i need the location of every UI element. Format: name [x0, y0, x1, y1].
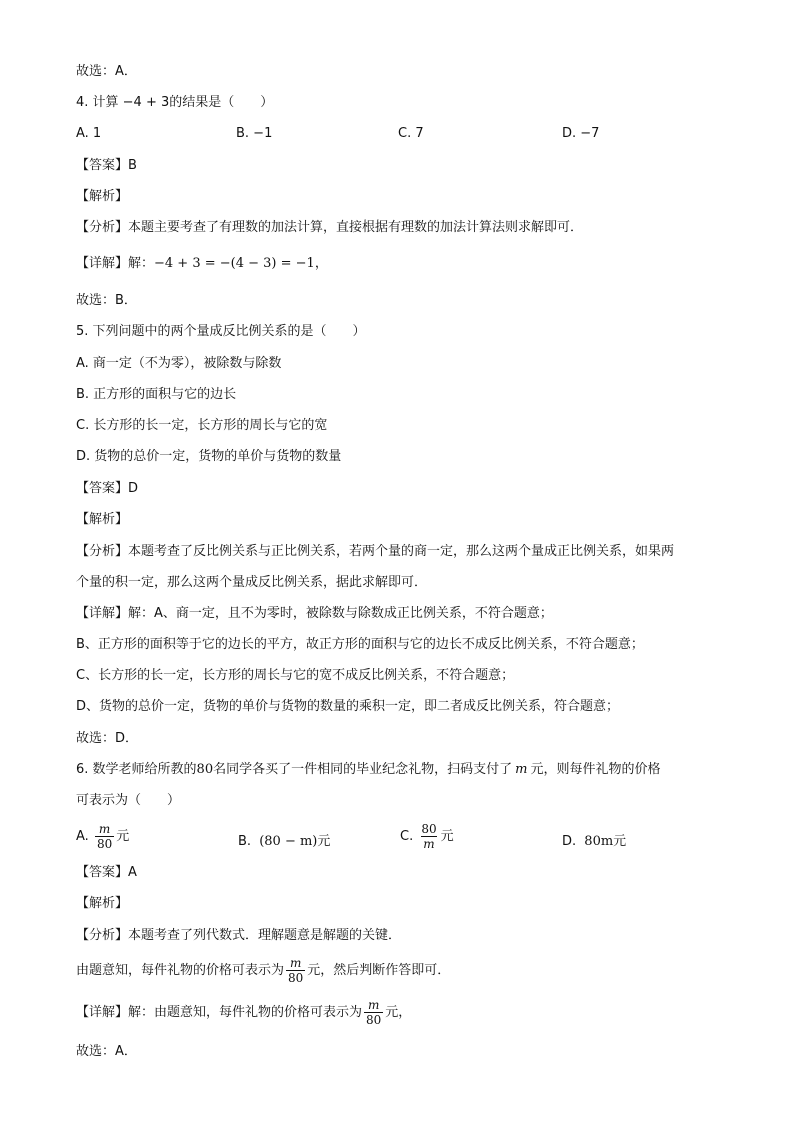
q5-detail-line2: B、正方形的面积等于它的边长的平方，故正方形的面积与它的边长不成反比例关系，不符合题意；: [76, 637, 644, 652]
q6-detail-part: 元，: [385, 1005, 412, 1020]
q6-option-b-label: B.: [238, 834, 252, 849]
q5-detail-line1: 【详解】解：A、商一定，且不为零时，被除数与除数成正比例关系，不符合题意；: [76, 606, 553, 621]
q6-jiexi: 【解析】: [76, 896, 129, 911]
q6-reason-fraction: [286, 956, 305, 985]
q6-stem-part: 名同学各买了一件相同的毕业纪念礼物，扫码支付了: [213, 762, 513, 777]
q5-answer: 【答案】D: [76, 481, 139, 496]
q6-stem-line1: [76, 761, 660, 779]
q6-reason-part: 元，然后判断作答即可．: [307, 963, 451, 978]
q5-option-a: A. 商一定（不为零），被除数与除数: [76, 356, 282, 371]
q6-option-d-expr: 80m: [584, 834, 614, 849]
q4-stem: 4. 计算 −4 + 3的结果是（ ）: [76, 95, 274, 110]
q6-detail: [76, 997, 411, 1029]
fraction-denominator: 80: [288, 971, 304, 985]
q6-options: [76, 820, 716, 856]
q6-option-b-expr: (80 − m): [259, 834, 318, 849]
fraction-numerator: 80: [421, 822, 437, 836]
q6-stem-part: 6. 数学老师给所教的: [76, 762, 197, 777]
q6-reason: [76, 955, 450, 987]
q4-option-a: A. 1: [76, 126, 102, 141]
q6-detail-part: 【详解】解：由题意知，每件礼物的价格可表示为: [76, 1005, 363, 1020]
q6-option-a: [76, 822, 129, 851]
q4-detail-math: −4 + 3 = −(4 − 3) = −1，: [154, 256, 328, 271]
q6-option-c-unit: 元: [440, 829, 454, 844]
q5-option-d: D. 货物的总价一定，货物的单价与货物的数量: [76, 449, 342, 464]
fraction-denominator: m: [423, 837, 435, 851]
q6-detail-fraction: [364, 998, 383, 1027]
q4-answer: 【答案】B: [76, 158, 137, 173]
q4-options: [76, 126, 716, 158]
q5-detail-line3: C、长方形的长一定，长方形的周长与它的宽不成反比例关系，不符合题意；: [76, 668, 515, 683]
q5-detail-line4: D、货物的总价一定，货物的单价与货物的数量的乘积一定，即二者成反比例关系，符合题意；: [76, 699, 620, 714]
q6-option-a-unit: 元: [116, 829, 130, 844]
q6-option-a-label: A.: [76, 829, 89, 844]
q5-stem: 5. 下列问题中的两个量成反比例关系的是（ ）: [76, 324, 366, 339]
q5-jiexi: 【解析】: [76, 512, 129, 527]
q4-detail-label: 【详解】解：: [76, 256, 155, 271]
fraction-numerator: m: [289, 956, 302, 970]
q6-option-c-fraction: [419, 822, 438, 851]
q6-option-d-label: D.: [562, 834, 577, 849]
q4-analysis: 【分析】本题主要考查了有理数的加法计算，直接根据有理数的加法计算法则求解即可．: [76, 220, 584, 235]
q4-jiexi: 【解析】: [76, 189, 129, 204]
prev-conclusion: 故选：A．: [76, 64, 137, 79]
q6-option-b-unit: 元: [317, 834, 331, 849]
q6-reason-part: 由题意知，每件礼物的价格可表示为: [76, 963, 285, 978]
q6-option-c: [400, 822, 454, 851]
fraction-denominator: 80: [96, 837, 113, 851]
q4-detail: [76, 255, 328, 273]
q6-option-c-label: C.: [400, 829, 414, 844]
q6-stem-line2: 可表示为（ ）: [76, 793, 181, 808]
q6-conclusion: 故选：A．: [76, 1044, 137, 1059]
q6-option-d: [562, 830, 626, 849]
q4-conclusion: 故选：B．: [76, 293, 137, 308]
q5-analysis-line1: 【分析】本题考查了反比例关系与正比例关系，若两个量的商一定，那么这两个量成正比例关系，如果两: [76, 544, 675, 559]
q6-stem-variable: m: [515, 762, 528, 777]
q6-option-d-unit: 元: [613, 834, 627, 849]
q5-option-c: C. 长方形的长一定，长方形的周长与它的宽: [76, 418, 328, 433]
fraction-numerator: m: [98, 822, 111, 836]
q6-option-b: [238, 830, 330, 849]
q5-analysis-line2: 个量的积一定，那么这两个量成反比例关系，据此求解即可．: [76, 575, 428, 590]
q6-answer: 【答案】A: [76, 865, 137, 880]
q4-option-c: C. 7: [398, 126, 424, 141]
q6-analysis: 【分析】本题考查了列代数式．理解题意是解题的关键．: [76, 928, 402, 943]
fraction-denominator: 80: [366, 1013, 382, 1027]
q6-option-a-fraction: [95, 822, 114, 851]
q4-option-b: B. −1: [236, 126, 273, 141]
q5-conclusion: 故选：D．: [76, 731, 139, 746]
q5-option-b: B. 正方形的面积与它的边长: [76, 387, 237, 402]
q4-option-d: D. −7: [562, 126, 600, 141]
q6-stem-number: 80: [196, 762, 214, 777]
fraction-numerator: m: [367, 998, 380, 1012]
q6-stem-part: 元，则每件礼物的价格: [530, 762, 661, 777]
